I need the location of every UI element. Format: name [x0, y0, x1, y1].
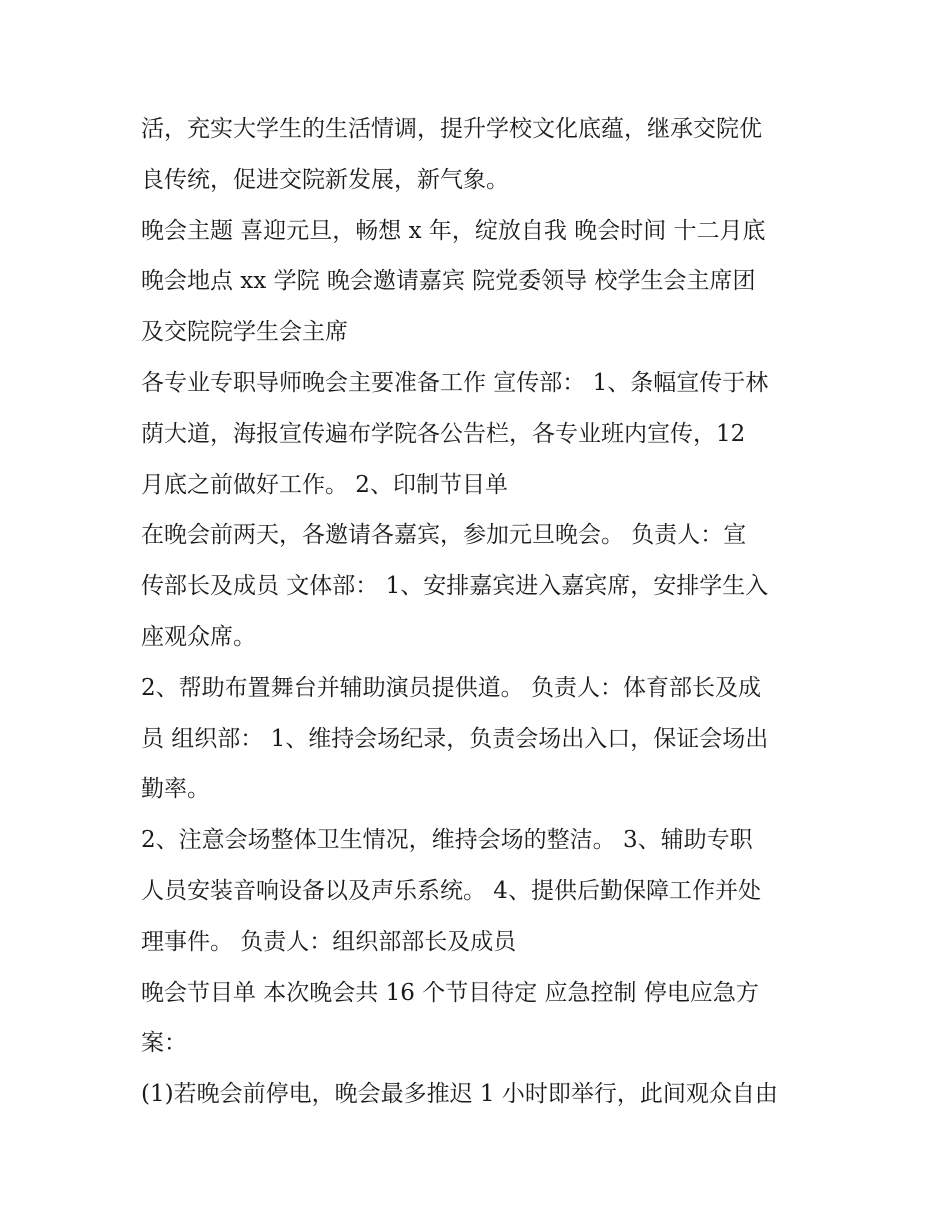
text-line: 晚会主题 喜迎元旦，畅想 x 年，绽放自我 晚会时间 十二月底 — [141, 217, 766, 244]
text-line: 晚会地点 xx 学院 晚会邀请嘉宾 院党委领导 校学生会主席团 — [141, 268, 756, 295]
paragraph-intro-continuation — [141, 104, 821, 206]
text-line: 2、注意会场整体卫生情况，维持会场的整洁。 3、辅助专职 — [141, 827, 753, 854]
text-line: 晚会节目单 本次晚会共 16 个节目待定 应急控制 停电应急方 — [141, 979, 759, 1006]
text-line: 理事件。 负责人：组织部部长及成员 — [141, 928, 517, 955]
paragraph-publicity-dept — [141, 358, 821, 510]
text-line: 2、帮助布置舞台并辅助演员提供道。 负责人：体育部长及成 — [141, 674, 761, 701]
text-line: 月底之前做好工作。 2、印制节目单 — [141, 471, 508, 498]
paragraph-event-details — [141, 206, 821, 358]
text-line: 活，充实大学生的生活情调，提升学校文化底蕴，继承交院优 — [141, 116, 762, 142]
text-line: 良传统，促进交院新发展，新气象。 — [141, 166, 509, 193]
text-line: 员 组织部： 1、维持会场纪录，负责会场出入口，保证会场出 — [141, 725, 769, 752]
text-line: 传部长及成员 文体部： 1、安排嘉宾进入嘉宾席，安排学生入 — [141, 573, 769, 600]
text-line: 荫大道，海报宣传遍布学院各公告栏，各专业班内宣传，12 — [141, 420, 746, 447]
text-line: 座观众席。 — [141, 623, 256, 650]
paragraph-power-outage-plan — [141, 1069, 821, 1120]
text-line: 各专业专职导师晚会主要准备工作 宣传部： 1、条幅宣传于林 — [141, 369, 769, 396]
paragraph-program-list — [141, 968, 821, 1070]
text-line: 人员安装音响设备以及声乐系统。 4、提供后勤保障工作并处 — [141, 877, 761, 904]
paragraph-invitations — [141, 510, 821, 662]
text-line: 在晚会前两天，各邀请各嘉宾，参加元旦晚会。 负责人：宣 — [141, 522, 747, 549]
text-line: 案： — [141, 1030, 187, 1057]
text-line: 勤率。 — [141, 776, 210, 803]
paragraph-stage-setup — [141, 663, 821, 815]
paragraph-venue-hygiene — [141, 815, 821, 967]
text-line: 及交院院学生会主席 — [141, 319, 348, 346]
document-body — [141, 104, 821, 1120]
text-line: (1)若晚会前停电，晚会最多推迟 1 小时即举行，此间观众自由 — [141, 1081, 778, 1108]
